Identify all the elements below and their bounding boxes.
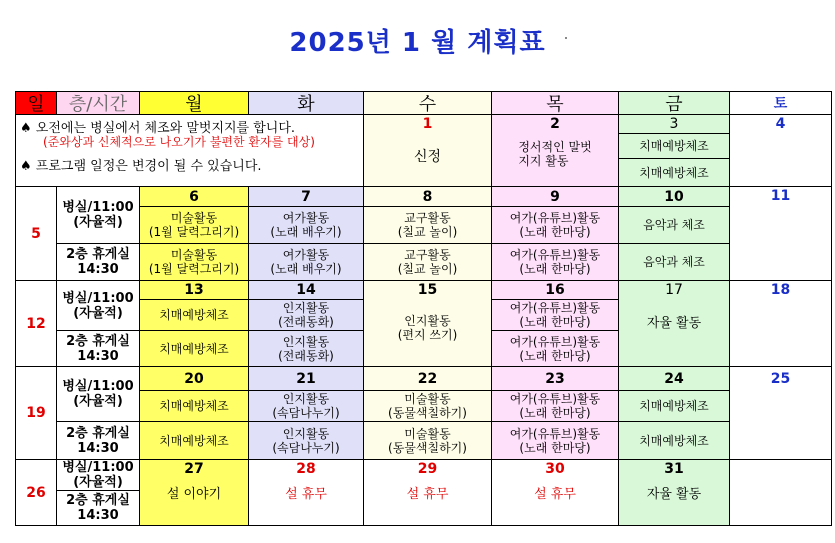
- activity-letter-writing: 인지활동 (편지 쓰기): [397, 314, 458, 342]
- date-27: 27: [184, 461, 204, 477]
- date-15: 15: [417, 282, 438, 298]
- date-21: 21: [249, 367, 364, 391]
- header-wed: 수: [364, 92, 492, 115]
- date-4: 4: [775, 116, 786, 132]
- week2-sun: 12: [16, 281, 57, 367]
- week3-mon-lounge: 치매예방체조: [140, 422, 249, 460]
- week3-thu-lounge: 여가(유튜브)활동 (노래 한마당): [492, 422, 619, 460]
- activity-free: 자율 활동: [646, 316, 702, 331]
- week2-tue-ward: 인지활동 (전래동화): [249, 300, 364, 331]
- activity-lunar-story: 설 이야기: [166, 487, 222, 502]
- date-9: 9: [492, 187, 619, 207]
- week2-mon-lounge: 치매예방체조: [140, 331, 249, 367]
- week3-wed-ward: 미술활동 (동물색칠하기): [364, 391, 492, 422]
- activity-new-year: 신정: [413, 149, 442, 165]
- date-14: 14: [249, 281, 364, 300]
- week4-tue: [249, 460, 364, 526]
- week1-fri-lounge: 음악과 체조: [619, 244, 730, 281]
- week4-thu: [492, 460, 619, 526]
- week3-mon-ward: 치매예방체조: [140, 391, 249, 422]
- week0-thu: [492, 115, 619, 187]
- week3-fri-ward: 치매예방체조: [619, 391, 730, 422]
- week0-wed: [364, 115, 492, 187]
- header-sat: 토: [730, 92, 832, 115]
- week1-thu-ward: 여가(유튜브)활동 (노래 한마당): [492, 207, 619, 244]
- header-mon: 월: [140, 92, 249, 115]
- week2-thu-ward: 여가(유튜브)활동 (노래 한마당): [492, 300, 619, 331]
- week0-fri-activity-a: 치매예방체조: [619, 134, 730, 159]
- date-31: 31: [664, 461, 684, 477]
- date-30: 30: [545, 461, 565, 477]
- week4-ward: 병실/11:00 (자율적): [57, 460, 140, 491]
- week2-sat: 18: [730, 281, 832, 367]
- notes-cell: [16, 115, 364, 187]
- week3-sun: 19: [16, 367, 57, 460]
- date-23: 23: [492, 367, 619, 391]
- date-29: 29: [417, 461, 438, 477]
- week1-mon-ward: 미술활동 (1월 달력그리기): [140, 207, 249, 244]
- week1-fri-ward: 음악과 체조: [619, 207, 730, 244]
- date-6: 6: [140, 187, 249, 207]
- week2-lounge: 2층 휴게실 14:30: [57, 331, 140, 367]
- header-fri: 금: [619, 92, 730, 115]
- week0-fri-activity-b: 치매예방체조: [619, 159, 730, 187]
- date-28: 28: [296, 461, 316, 477]
- week1-wed-ward: 교구활동 (칠교 놀이): [364, 207, 492, 244]
- week4-wed: [364, 460, 492, 526]
- week3-sat: 25: [730, 367, 832, 460]
- date-13: 13: [140, 281, 249, 300]
- week4-sun: 26: [16, 460, 57, 526]
- week2-mon-ward: 치매예방체조: [140, 300, 249, 331]
- week3-ward: 병실/11:00 (자율적): [57, 367, 140, 422]
- week4-fri: [619, 460, 730, 526]
- date-20: 20: [140, 367, 249, 391]
- week1-tue-ward: 여가활동 (노래 배우기): [249, 207, 364, 244]
- week3-wed-lounge: 미술활동 (동물색칠하기): [364, 422, 492, 460]
- holiday-29: 설 휴무: [406, 487, 449, 502]
- week1-tue-lounge: 여가활동 (노래 배우기): [249, 244, 364, 281]
- holiday-30: 설 휴무: [534, 487, 576, 502]
- week4-sat: [730, 460, 832, 526]
- week3-fri-lounge: 치매예방체조: [619, 422, 730, 460]
- note-line-2: (준와상과 신체적으로 나오기가 불편한 환자를 대상): [43, 135, 315, 149]
- header-floor-time: 층/시간: [57, 92, 140, 115]
- activity-free-31: 자율 활동: [646, 487, 702, 502]
- week1-sun: 5: [16, 187, 57, 281]
- week3-tue-lounge: 인지활동 (속담나누기): [249, 422, 364, 460]
- header-sun: 일: [16, 92, 57, 115]
- date-16: 16: [492, 281, 619, 300]
- date-2: 2: [550, 116, 560, 132]
- week3-lounge: 2층 휴게실 14:30: [57, 422, 140, 460]
- week1-mon-lounge: 미술활동 (1월 달력그리기): [140, 244, 249, 281]
- week2-ward: 병실/11:00 (자율적): [57, 281, 140, 331]
- holiday-28: 설 휴무: [285, 487, 327, 502]
- date-7: 7: [249, 187, 364, 207]
- date-8: 8: [364, 187, 492, 207]
- activity-emotional-support: 정서적인 말벗 지지 활동: [518, 140, 592, 168]
- week2-tue-lounge: 인지활동 (전래동화): [249, 331, 364, 367]
- week4-lounge: 2층 휴게실 14:30: [57, 491, 140, 526]
- date-10: 10: [619, 187, 730, 207]
- week0-fri-date: 3: [619, 115, 730, 134]
- date-24: 24: [619, 367, 730, 391]
- week1-thu-lounge: 여가(유튜브)활동 (노래 한마당): [492, 244, 619, 281]
- week1-ward: 병실/11:00 (자율적): [57, 187, 140, 244]
- week4-mon: [140, 460, 249, 526]
- week3-tue-ward: 인지활동 (속담나누기): [249, 391, 364, 422]
- week3-thu-ward: 여가(유튜브)활동 (노래 한마당): [492, 391, 619, 422]
- date-17: 17: [665, 282, 683, 298]
- week1-wed-lounge: 교구활동 (칠교 놀이): [364, 244, 492, 281]
- week0-sat: [730, 115, 832, 187]
- page-title: 2025년 1 월 계획표: [289, 28, 546, 58]
- week2-thu-lounge: 여가(유튜브)활동 (노래 한마당): [492, 331, 619, 367]
- header-thu: 목: [492, 92, 619, 115]
- header-tue: 화: [249, 92, 364, 115]
- date-1: 1: [422, 116, 433, 132]
- note-line-1: ♠ 오전에는 병실에서 체조와 말벗지지를 합니다.: [20, 121, 296, 136]
- week1-lounge: 2층 휴게실 14:30: [57, 244, 140, 281]
- note-line-3: ♠ 프로그램 일정은 변경이 될 수 있습니다.: [20, 159, 262, 174]
- week2-wed: [364, 281, 492, 367]
- week1-sat: 11: [730, 187, 832, 281]
- date-22: 22: [364, 367, 492, 391]
- week2-fri: [619, 281, 730, 367]
